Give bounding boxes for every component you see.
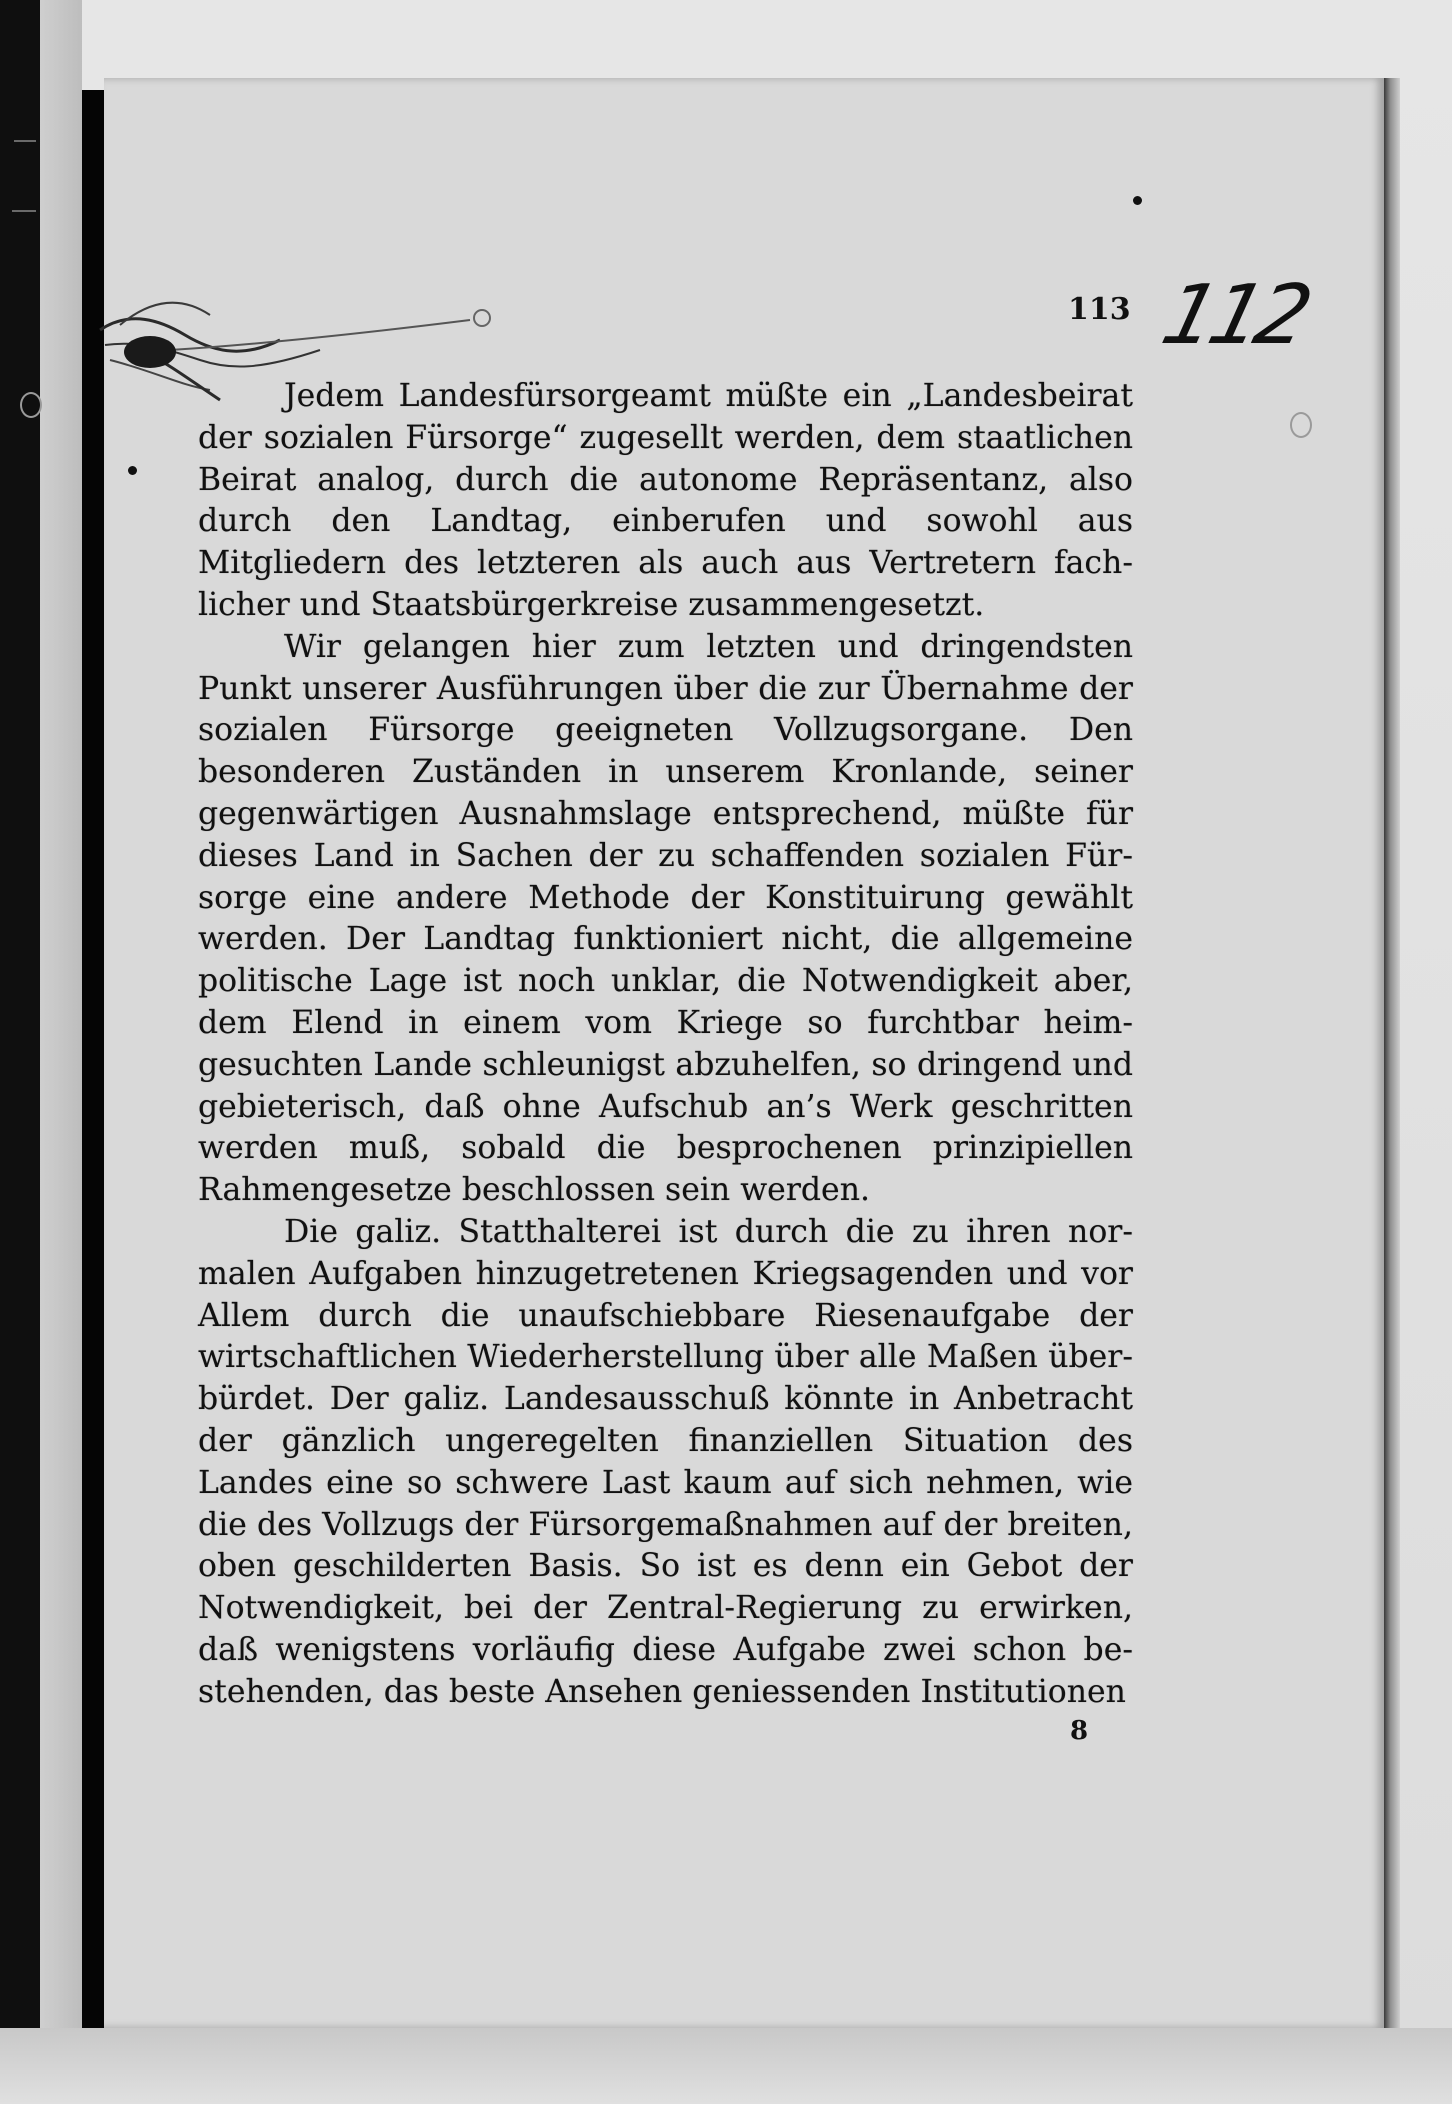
edge-mark <box>14 140 36 142</box>
punch-hole-mark <box>20 392 42 418</box>
body-text <box>198 376 1133 1714</box>
page-right-edge <box>1384 78 1400 2028</box>
edge-mark <box>12 210 36 212</box>
binding-edge-light <box>40 0 82 2104</box>
paragraph: Jedem Landesfürsorgeamt müßte ein „Landesbeirat der sozialen Fürsorge“ zugesellt werden, dem staatlichen Beirat analog, durch die autonome Repräsentanz, also durch den Landtag, einberufen und sowohl aus Mitgliedern des letzteren als auch aus Vertretern fachlicher und Staatsbürgerkreise zusammengesetzt. <box>198 378 1133 623</box>
punch-hole-mark <box>1290 412 1312 438</box>
bottom-margin-strip <box>0 2028 1452 2104</box>
paragraph: Die galiz. Statthalterei ist durch die zu ihren normalen Aufgaben hinzugetretenen Kriegsagenden und vor Allem durch die unaufschiebbare Riesenaufgabe der wirtschaftlichen Wiederherstellung über alle Maßen überbürdet. Der galiz. Landesausschuß könnte in Anbetracht der gänzlich ungeregelten finanziellen Situation des Landes eine so schwere Last kaum auf sich nehmen, wie die des Vollzugs der Fürsorgemaßnahmen auf der breiten, oben geschilderten Basis. So ist es denn ein Gebot der Notwendigkeit, bei der Zentral-Regierung zu erwirken, daß wenigstens vorläufig diese Aufgabe zwei schon bestehenden, das beste Ansehen geniessenden Institutionen <box>198 1213 1133 1710</box>
page-number: 113 <box>1068 292 1131 327</box>
footer-signature: 8 <box>1070 1716 1089 1746</box>
handwritten-folio-number: 112 <box>1153 268 1316 363</box>
binding-edge-dark <box>0 0 40 2104</box>
speck-mark <box>1133 196 1142 205</box>
speck-mark <box>128 466 137 475</box>
paragraph: Wir gelangen hier zum letzten und dringendsten Punkt unserer Ausführungen über die zur Übernahme der sozialen Fürsorge geeigneten Vollzugsorgane. Den besonderen Zuständen in unserem Kronlande, seiner gegenwärtigen Ausnahmslage entsprechend, müßte für dieses Land in Sachen der zu schaffenden sozialen Fürsorge eine andere Methode der Konstituirung gewählt werden. Der Landtag funktioniert nicht, die allgemeine politische Lage ist noch unklar, die Notwendigkeit aber, dem Elend in einem vom Kriege so furchtbar heimgesuchten Lande schleunigst abzuhelfen, so dringend und gebieterisch, daß ohne Aufschub an’s Werk geschritten werden muß, sobald die besprochenen prinzipiellen Rahmengesetze beschlossen sein werden. <box>198 628 1133 1209</box>
